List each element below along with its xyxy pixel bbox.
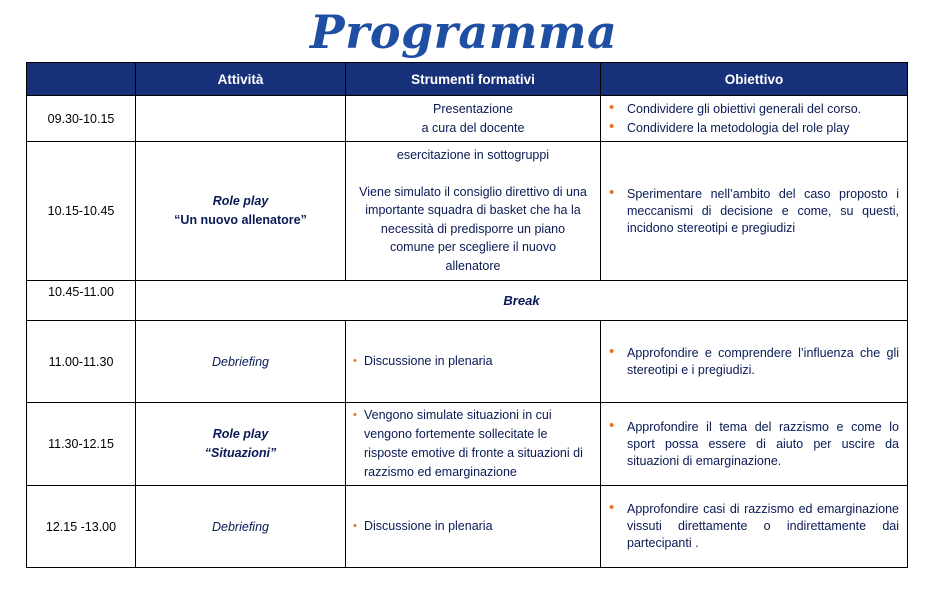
header-activity: Attività [136,63,346,96]
page-title: Programma [310,5,618,59]
activity-subtitle: “Un nuovo allenatore” [174,213,307,227]
objective-item: • Condividere gli obiettivi generali del corso. [627,100,899,119]
table-row [27,96,908,142]
time-cell: 11.30-12.15 [27,403,136,486]
table-row [27,142,908,281]
time-cell: 10.45-11.00 [27,281,136,321]
tools-line: a cura del docente [421,120,525,135]
table-row [27,281,908,321]
tools-item: • Discussione in plenaria [364,352,594,371]
tools-line: importante squadra di basket che ha la [365,203,581,217]
tools-line: necessità di predisporre un piano [380,221,566,236]
activity-cell [136,142,346,281]
objective-cell [601,142,908,281]
table-row [27,486,908,568]
activity-title: Role play [212,427,269,441]
tools-line: comune per scegliere il nuovo [389,240,557,254]
tools-item: • Discussione in plenaria [364,517,594,536]
objective-cell [601,486,908,568]
tools-line: Presentazione [433,101,513,116]
tools-cell [346,403,601,486]
program-table [26,62,908,568]
activity-title: Role play [212,194,269,208]
tools-item: • Vengono simulate situazioni in cui vengono fortemente sollecitate le risposte emotive di fronte a situazioni di razzismo ed emarginazione [364,406,594,482]
header-objective: Obiettivo [601,63,908,96]
time-cell: 11.00-11.30 [27,321,136,403]
objective-item: • Approfondire il tema del razzismo e come lo sport possa essere di aiuto per uscire da situazioni di emarginazione. [627,419,899,470]
time-cell: 09.30-10.15 [27,96,136,142]
tools-cell [346,142,601,281]
tools-line [346,165,600,183]
objective-cell [601,403,908,486]
table-row [27,403,908,486]
header-tools: Strumenti formativi [346,63,601,96]
tools-cell [346,486,601,568]
activity-cell [136,403,346,486]
objective-item: • Condividere la metodologia del role play [627,119,899,138]
header-time [27,63,136,96]
tools-cell [346,321,601,403]
activity-cell: Debriefing [136,486,346,568]
tools-line: Viene simulato il consiglio direttivo di una [359,184,587,199]
break-cell: Break [136,281,908,321]
time-cell: 12.15 -13.00 [27,486,136,568]
tools-cell [346,96,601,142]
objective-item: • Approfondire e comprendere l’influenza che gli stereotipi e i pregiudizi. [627,345,899,379]
activity-cell: Debriefing [136,321,346,403]
table-row [27,321,908,403]
activity-cell [136,96,346,142]
tools-line: esercitazione in sottogruppi [396,148,550,162]
table-header-row [27,63,908,96]
time-cell: 10.15-10.45 [27,142,136,281]
objective-cell [601,96,908,142]
objective-cell [601,321,908,403]
objective-item: • Sperimentare nell’ambito del caso proposto i meccanismi di decisione e come, su questi, incidono stereotipi e pregiudizi [627,186,899,237]
activity-subtitle: “Situazioni” [204,446,277,460]
tools-line: allenatore [445,258,501,273]
objective-item: • Approfondire casi di razzismo ed emarginazione vissuti direttamente o indirettamente dai partecipanti . [627,501,899,552]
